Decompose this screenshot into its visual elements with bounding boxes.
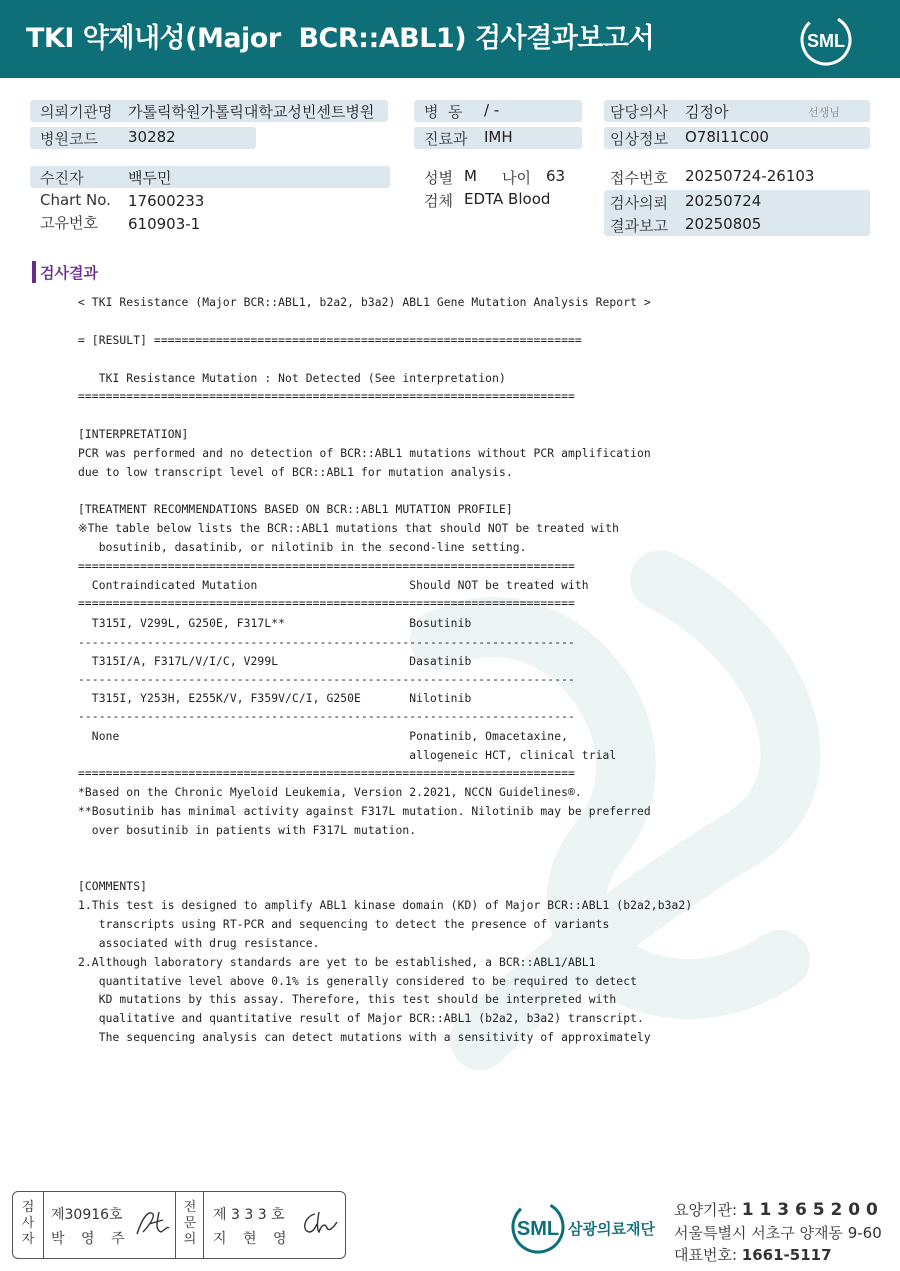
divider <box>203 1192 204 1258</box>
unique-no-value: 610903-1 <box>128 215 201 233</box>
footnote: *Based on the Chronic Myeloid Leukemia, Version 2.2021, NCCN Guidelines®. <box>78 786 582 799</box>
sex-value: M <box>464 167 477 185</box>
specimen-label: 검체 <box>424 192 453 210</box>
chart-no-value: 17600233 <box>128 192 205 210</box>
patient-value: 백두민 <box>128 169 172 187</box>
treatment-heading: [TREATMENT RECOMMENDATIONS BASED ON BCR::ABL1 MUTATION PROFILE] <box>78 503 513 516</box>
care-institution: 요양기관: 1 1 3 6 5 2 0 0 <box>674 1200 878 1220</box>
tester-license-no: 제30916호 <box>51 1207 123 1223</box>
table-header: Contraindicated Mutation Should NOT be treated with <box>78 579 589 592</box>
report-title: TKI 약제내성(Major BCR::ABL1) 검사결과보고서 <box>26 23 655 54</box>
comment-text: associated with drug resistance. <box>78 937 320 950</box>
sml-logo-icon <box>800 14 852 66</box>
comments-heading: [COMMENTS] <box>78 880 148 893</box>
comment-text: transcripts using RT-PCR and sequencing to detect the presence of variants <box>78 918 610 931</box>
sex-label: 성별 <box>424 169 453 187</box>
tester-label: 검사자 <box>21 1200 35 1247</box>
divider: ------------------------------------------------------------------------ <box>78 710 575 723</box>
report-heading: < TKI Resistance (Major BCR::ABL1, b2a2, b3a2) ABL1 Gene Mutation Analysis Report > <box>78 296 651 309</box>
doctor-suffix: 선생님 <box>808 106 840 119</box>
interpretation-text: PCR was performed and no detection of BCR::ABL1 mutations without PCR amplification <box>78 447 651 460</box>
interpretation-heading: [INTERPRETATION] <box>78 428 189 441</box>
signature-box <box>12 1191 346 1259</box>
age-value: 63 <box>546 167 566 185</box>
chart-no-label: Chart No. <box>40 191 111 209</box>
section-title: 검사결과 <box>40 264 98 282</box>
treatment-text: ※The table below lists the BCR::ABL1 mutations that should NOT be treated with <box>78 522 619 535</box>
divider: ------------------------------------------------------------------------ <box>78 636 575 649</box>
divider <box>43 1192 44 1258</box>
comment-text: The sequencing analysis can detect mutations with a sensitivity of approximately <box>78 1031 651 1044</box>
requesting-org-value: 가톨릭학원가톨릭대학교성빈센트병원 <box>128 103 375 121</box>
result-report-value: 20250805 <box>685 215 762 233</box>
comment-text: 1.This test is designed to amplify ABL1 kinase domain (KD) of Major BCR::ABL1 (b2a2,b3a2) <box>78 899 693 912</box>
foundation-name: 삼광의료재단 <box>568 1220 655 1238</box>
ward-label: 병 동 <box>424 103 463 121</box>
specialist-license-no: 제 3 3 3 호 <box>213 1207 285 1223</box>
test-request-value: 20250724 <box>685 192 762 210</box>
table-row: allogeneic HCT, clinical trial <box>78 749 617 762</box>
comment-text: KD mutations by this assay. Therefore, this test should be interpreted with <box>78 993 617 1006</box>
patient-label: 수진자 <box>40 169 84 187</box>
divider: ======================================================================== <box>78 390 575 403</box>
sml-logo-text: SML <box>807 31 845 51</box>
result-line: TKI Resistance Mutation : Not Detected (See interpretation) <box>78 372 506 385</box>
comment-text: 2.Although laboratory standards are yet to be established, a BCR::ABL1/ABL1 <box>78 956 596 969</box>
phone: 대표번호: 1661-5117 <box>674 1246 832 1264</box>
interpretation-text: due to low transcript level of BCR::ABL1 for mutation analysis. <box>78 466 513 479</box>
treatment-text: bosutinib, dasatinib, or nilotinib in the second-line setting. <box>78 541 527 554</box>
tester-name: 박 영 주 <box>51 1231 131 1247</box>
comment-text: qualitative and quantitative result of Major BCR::ABL1 (b2a2, b3a2) transcript. <box>78 1012 644 1025</box>
hospital-code-label: 병원코드 <box>40 130 98 148</box>
divider: ------------------------------------------------------------------------ <box>78 673 575 686</box>
table-row: T315I/A, F317L/V/I/C, V299L Dasatinib <box>78 655 472 668</box>
table-row: T315I, Y253H, E255K/V, F359V/C/I, G250E Nilotinib <box>78 692 472 705</box>
field-bar <box>30 166 390 188</box>
age-label: 나이 <box>502 169 531 187</box>
divider: ======================================================================== <box>78 597 575 610</box>
dept-value: IMH <box>484 128 513 146</box>
receipt-no-value: 20250724-26103 <box>685 167 815 185</box>
clinical-info-label: 임상정보 <box>610 130 668 148</box>
result-report-label: 결과보고 <box>610 217 668 235</box>
divider: ======================================================================== <box>78 767 575 780</box>
specialist-signature-icon <box>297 1208 339 1240</box>
result-rule: = [RESULT] ============================================================== <box>78 334 582 347</box>
specimen-value: EDTA Blood <box>464 190 551 208</box>
table-row: None Ponatinib, Omacetaxine, <box>78 730 568 743</box>
footnote: **Bosutinib has minimal activity against F317L mutation. Nilotinib may be preferred <box>78 805 651 818</box>
hospital-code-value: 30282 <box>128 128 176 146</box>
clinical-info-value: O78I11C00 <box>685 128 769 146</box>
sml-footer-logo-text: SML <box>516 1218 560 1240</box>
report-header <box>0 0 900 78</box>
divider: ======================================================================== <box>78 560 575 573</box>
tester-signature-icon <box>133 1206 173 1240</box>
specialist-label: 전문의 <box>183 1200 197 1247</box>
specialist-name: 지 현 영 <box>213 1231 293 1247</box>
sml-footer-logo-icon <box>510 1198 566 1256</box>
requesting-org-label: 의뢰기관명 <box>40 103 113 121</box>
unique-no-label: 고유번호 <box>40 214 98 232</box>
divider <box>175 1192 176 1258</box>
doctor-label: 담당의사 <box>610 103 668 121</box>
receipt-no-label: 접수번호 <box>610 169 668 187</box>
dept-label: 진료과 <box>424 130 468 148</box>
address: 서울특별시 서초구 양재동 9-60 <box>674 1224 882 1242</box>
ward-value: / - <box>484 101 500 119</box>
test-request-label: 검사의뢰 <box>610 194 668 212</box>
footnote: over bosutinib in patients with F317L mutation. <box>78 824 417 837</box>
table-row: T315I, V299L, G250E, F317L** Bosutinib <box>78 617 472 630</box>
comment-text: quantitative level above 0.1% is generally considered to be required to detect <box>78 975 638 988</box>
doctor-value: 김정아 <box>685 103 729 121</box>
section-accent-bar <box>32 261 36 283</box>
